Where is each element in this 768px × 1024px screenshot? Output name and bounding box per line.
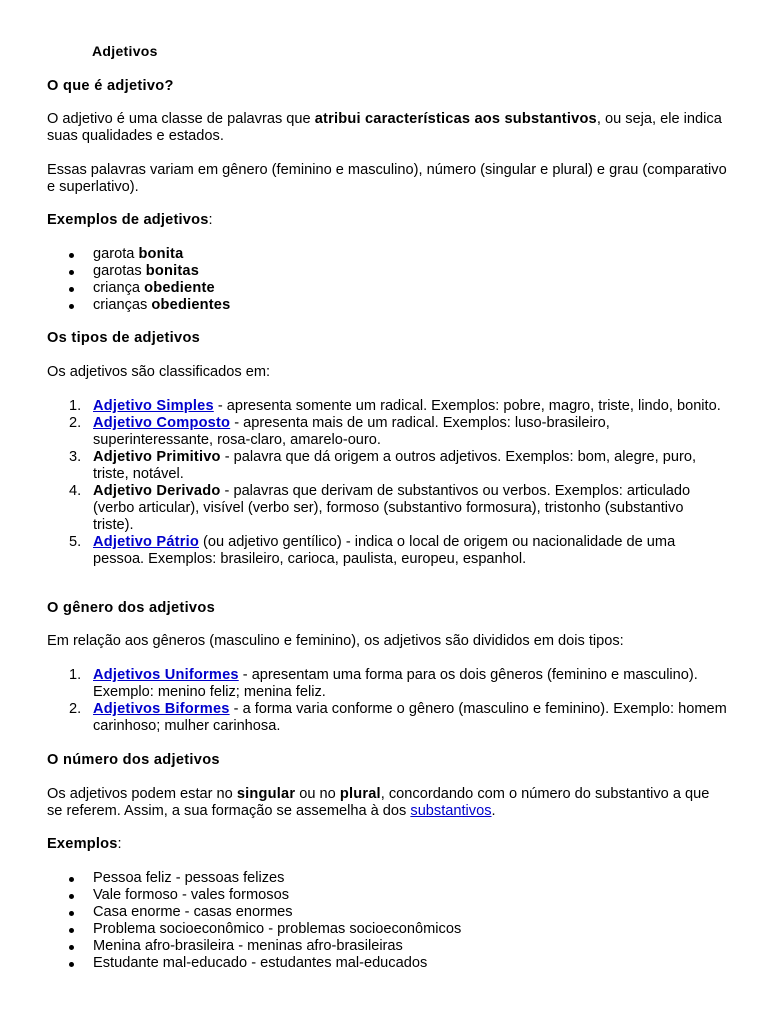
term-adjetivo-primitivo: Adjetivo Primitivo bbox=[93, 449, 221, 465]
text-segment: ou no bbox=[295, 786, 340, 802]
examples-label-1 bbox=[47, 212, 727, 229]
noun: criança bbox=[93, 280, 145, 296]
list-item bbox=[47, 398, 727, 415]
item-text: (ou adjetivo gentílico) - indica o local de origem ou nacionalidade de uma pessoa. Exemplos: brasileiro, carioca, paulista, europeu, espanhol. bbox=[93, 534, 676, 567]
list-item: Estudante mal-educado - estudantes mal-educados bbox=[47, 955, 727, 972]
heading-types: Os tipos de adjetivos bbox=[47, 330, 201, 346]
text-segment: . bbox=[491, 803, 496, 819]
bold-plural: plural bbox=[339, 786, 381, 802]
list-item bbox=[47, 297, 727, 314]
adjective: bonitas bbox=[145, 263, 200, 279]
adjective: obediente bbox=[144, 280, 215, 296]
item-text: - a forma varia conforme o gênero (masculino e feminino). Exemplo: homem carinhoso; mulher carinhosa. bbox=[93, 701, 727, 734]
paragraph-variation: Essas palavras variam em gênero (feminino e masculino), número (singular e plural) e grau (comparativo e superlativo). bbox=[47, 162, 727, 195]
link-adjetivos-biformes[interactable]: Adjetivos Biformes bbox=[93, 701, 230, 717]
list-number: 1. bbox=[69, 667, 82, 683]
list-item bbox=[47, 667, 727, 701]
examples-label-2 bbox=[47, 836, 727, 853]
examples-list-1 bbox=[47, 246, 727, 314]
list-number: 4. bbox=[69, 483, 82, 499]
list-item: Vale formoso - vales formosos bbox=[47, 887, 727, 904]
item-text: - apresenta mais de um radical. Exemplos: luso-brasileiro, superinteressante, rosa-claro, amarelo-ouro. bbox=[93, 415, 610, 448]
bold-singular: singular bbox=[236, 786, 296, 802]
list-number: 2. bbox=[69, 415, 82, 431]
noun: garotas bbox=[93, 263, 146, 279]
text-segment: , concordando com o número do substantivo a que se referem. Assim, a sua formação se assemelha à dos bbox=[47, 786, 710, 819]
link-substantivos[interactable]: substantivos bbox=[410, 803, 492, 819]
noun: garota bbox=[93, 246, 139, 262]
list-item bbox=[47, 415, 727, 449]
paragraph-types-intro: Os adjetivos são classificados em: bbox=[47, 364, 271, 380]
colon: : bbox=[117, 836, 122, 852]
text-segment: , ou seja, ele indica suas qualidades e estados. bbox=[47, 111, 722, 144]
link-adjetivo-composto[interactable]: Adjetivo Composto bbox=[93, 415, 231, 431]
term-adjetivo-derivado: Adjetivo Derivado bbox=[93, 483, 221, 499]
list-item bbox=[47, 534, 727, 568]
heading-what-is-adjective: O que é adjetivo? bbox=[47, 78, 174, 94]
list-item bbox=[47, 246, 727, 263]
link-adjetivos-uniformes[interactable]: Adjetivos Uniformes bbox=[93, 667, 239, 683]
examples-list-2 bbox=[47, 870, 727, 972]
gender-list bbox=[47, 667, 727, 735]
text-segment: O adjetivo é uma classe de palavras que bbox=[47, 111, 315, 127]
list-number: 3. bbox=[69, 449, 82, 465]
adjective: bonita bbox=[138, 246, 184, 262]
link-adjetivo-patrio[interactable]: Adjetivo Pátrio bbox=[93, 534, 199, 550]
list-item: Casa enorme - casas enormes bbox=[47, 904, 727, 921]
heading-gender: O gênero dos adjetivos bbox=[47, 600, 215, 616]
paragraph-gender-intro: Em relação aos gêneros (masculino e feminino), os adjetivos são divididos em dois tipos: bbox=[47, 633, 624, 649]
text-segment: Os adjetivos podem estar no bbox=[47, 786, 237, 802]
examples-label-text: Exemplos de adjetivos bbox=[47, 212, 209, 228]
paragraph-definition bbox=[47, 111, 727, 145]
noun: crianças bbox=[93, 297, 152, 313]
item-text: - apresenta somente um radical. Exemplos: pobre, magro, triste, lindo, bonito. bbox=[213, 398, 721, 414]
link-adjetivo-simples[interactable]: Adjetivo Simples bbox=[93, 398, 214, 414]
list-number: 5. bbox=[69, 534, 82, 550]
bold-phrase: atribui características aos substantivos bbox=[314, 111, 597, 127]
adjective: obedientes bbox=[151, 297, 231, 313]
list-item bbox=[47, 449, 727, 483]
heading-number: O número dos adjetivos bbox=[47, 752, 220, 768]
examples-label-text: Exemplos bbox=[47, 836, 118, 852]
list-item bbox=[47, 701, 727, 735]
item-text: - palavras que derivam de substantivos ou verbos. Exemplos: articulado (verbo articular), visível (verbo ser), formoso (substantivo formosura), tristonho (substantivo triste). bbox=[93, 483, 691, 533]
list-item bbox=[47, 483, 727, 534]
list-item bbox=[47, 263, 727, 280]
list-item bbox=[47, 280, 727, 297]
colon: : bbox=[208, 212, 213, 228]
types-list bbox=[47, 398, 727, 568]
list-number: 1. bbox=[69, 398, 82, 414]
document-title: Adjetivos bbox=[92, 43, 158, 59]
paragraph-number bbox=[47, 786, 727, 820]
list-number: 2. bbox=[69, 701, 82, 717]
list-item: Pessoa feliz - pessoas felizes bbox=[47, 870, 727, 887]
item-text: - apresentam uma forma para os dois gêneros (feminino e masculino). Exemplo: menino feliz; menina feliz. bbox=[93, 667, 698, 700]
list-item: Problema socioeconômico - problemas socioeconômicos bbox=[47, 921, 727, 938]
list-item: Menina afro-brasileira - meninas afro-brasileiras bbox=[47, 938, 727, 955]
item-text: - palavra que dá origem a outros adjetivos. Exemplos: bom, alegre, puro, triste, notável. bbox=[93, 449, 697, 482]
